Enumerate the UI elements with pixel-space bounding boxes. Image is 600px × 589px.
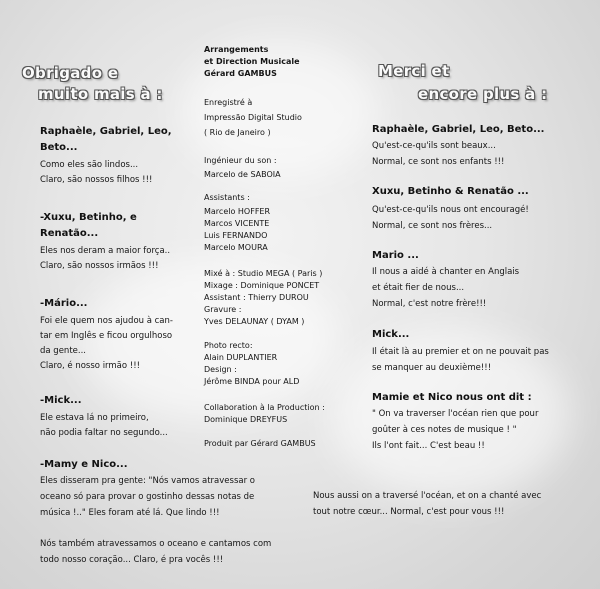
right-block4-text: se manquer au deuxième!!! bbox=[372, 363, 492, 373]
left-heading-line-1: Obrigado e bbox=[22, 64, 119, 82]
credit-arrangements: Gérard GAMBUS bbox=[204, 69, 277, 78]
right-block4-text: Il était là au premier et on ne pouvait pas bbox=[372, 347, 549, 357]
right-block3-name: Mario ... bbox=[372, 250, 419, 261]
left-block4-text: não podia faltar no segundo... bbox=[40, 428, 168, 438]
left-block4-text: Ele estava lá no primeiro, bbox=[40, 413, 149, 423]
right-closing-text: Nous aussi on a traversé l'océan, et on a chanté avec bbox=[313, 491, 542, 501]
left-block2-text: Claro, são nossos irmãos !!! bbox=[40, 261, 159, 271]
credit-assistants: Marcelo HOFFER bbox=[204, 207, 271, 216]
right-block3-text: Normal, c'est notre frère!!! bbox=[372, 299, 487, 309]
credit-arrangements: Arrangements bbox=[204, 45, 269, 54]
credit-assistants: Assistants : bbox=[204, 193, 250, 202]
left-block1-name: Raphaèle, Gabriel, Leo, bbox=[40, 126, 172, 137]
right-block1-name: Raphaèle, Gabriel, Leo, Beto... bbox=[372, 124, 545, 135]
left-block3-text: Foi ele quem nos ajudou à can- bbox=[40, 316, 173, 326]
credit-recorded: ( Rio de Janeiro ) bbox=[204, 128, 271, 137]
left-block3-text: tar em Inglês e ficou orgulhoso bbox=[40, 331, 173, 341]
left-block1-text: Claro, são nossos filhos !!! bbox=[40, 175, 153, 185]
credit-arrangements: et Direction Musicale bbox=[204, 57, 300, 66]
right-block5-name: Mamie et Nico nous ont dit : bbox=[372, 392, 532, 403]
left-block2-name: -Xuxu, Betinho, e bbox=[40, 212, 137, 223]
right-block1-text: Normal, ce sont nos enfants !!! bbox=[372, 157, 505, 167]
left-block2-text: Eles nos deram a maior força.. bbox=[40, 246, 171, 256]
left-heading-line-2: muito mais à : bbox=[38, 85, 163, 103]
credit-engineer: Marcelo de SABOIA bbox=[204, 170, 281, 179]
credit-produced: Produit par Gérard GAMBUS bbox=[204, 439, 316, 448]
right-block5-text: goûter à ces notes de musique ! " bbox=[372, 425, 517, 435]
credit-photo: Alain DUPLANTIER bbox=[204, 353, 278, 362]
left-closing-text: todo nosso coração... Claro, é pra vocês !!! bbox=[40, 555, 224, 565]
credit-assistants: Marcelo MOURA bbox=[204, 243, 268, 252]
left-block5-text: música !.." Eles foram até lá. Que lindo !!! bbox=[40, 508, 220, 518]
credit-assistants: Luis FERNANDO bbox=[204, 231, 268, 240]
right-heading-line-1: Merci et bbox=[378, 62, 450, 80]
credit-mixing: Yves DELAUNAY ( DYAM ) bbox=[204, 317, 305, 326]
left-block5-text: oceano só para provar o gostinho dessas notas de bbox=[40, 492, 255, 502]
left-block1-text: Como eles são lindos... bbox=[40, 160, 139, 170]
right-block3-text: Il nous a aidé à chanter en Anglais bbox=[372, 267, 520, 277]
right-block3-text: et était fier de nous... bbox=[372, 283, 465, 293]
right-block1-text: Qu'est-ce-qu'ils sont beaux... bbox=[372, 141, 496, 151]
left-block1-name: Beto... bbox=[40, 142, 78, 153]
credit-assistants: Marcos VICENTE bbox=[204, 219, 270, 228]
credit-photo: Design : bbox=[204, 365, 237, 374]
right-closing-text: tout notre cœur... Normal, c'est pour vous !!! bbox=[313, 507, 505, 517]
right-block4-name: Mick... bbox=[372, 329, 410, 340]
credit-recorded: Enregistré à bbox=[204, 98, 253, 107]
right-block5-text: Ils l'ont fait... C'est beau !! bbox=[372, 441, 485, 451]
credit-recorded: Impressão Digital Studio bbox=[204, 113, 302, 122]
credit-mixing: Assistant : Thierry DUROU bbox=[204, 293, 309, 302]
right-block2-text: Qu'est-ce-qu'ils nous ont encouragé! bbox=[372, 205, 529, 215]
right-block2-text: Normal, ce sont nos frères... bbox=[372, 221, 493, 231]
left-block5-text: Eles disseram pra gente: "Nós vamos atravessar o bbox=[40, 476, 255, 486]
credit-engineer: Ingénieur du son : bbox=[204, 156, 277, 165]
right-block5-text: " On va traverser l'océan rien que pour bbox=[372, 409, 539, 419]
credit-photo: Jérôme BINDA pour ALD bbox=[204, 377, 300, 386]
left-block5-name: -Mamy e Nico... bbox=[40, 459, 128, 470]
credit-mixing: Mixage : Dominique PONCET bbox=[204, 281, 320, 290]
left-block3-text: da gente... bbox=[40, 346, 86, 356]
right-block2-name: Xuxu, Betinho & Renatão ... bbox=[372, 186, 529, 197]
credit-collaboration: Dominique DREYFUS bbox=[204, 415, 288, 424]
left-block3-name: -Mário... bbox=[40, 298, 88, 309]
left-block4-name: -Mick... bbox=[40, 395, 82, 406]
left-block2-name: Renatão... bbox=[40, 228, 99, 239]
credit-photo: Photo recto: bbox=[204, 341, 253, 350]
credit-mixing: Mixé à : Studio MEGA ( Paris ) bbox=[204, 269, 323, 278]
credit-mixing: Gravure : bbox=[204, 305, 242, 314]
credit-collaboration: Collaboration à la Production : bbox=[204, 403, 325, 412]
left-closing-text: Nós também atravessamos o oceano e cantamos com bbox=[40, 539, 272, 549]
left-block3-text: Claro, é nosso irmão !!! bbox=[40, 361, 141, 371]
right-heading-line-2: encore plus à : bbox=[418, 85, 548, 103]
